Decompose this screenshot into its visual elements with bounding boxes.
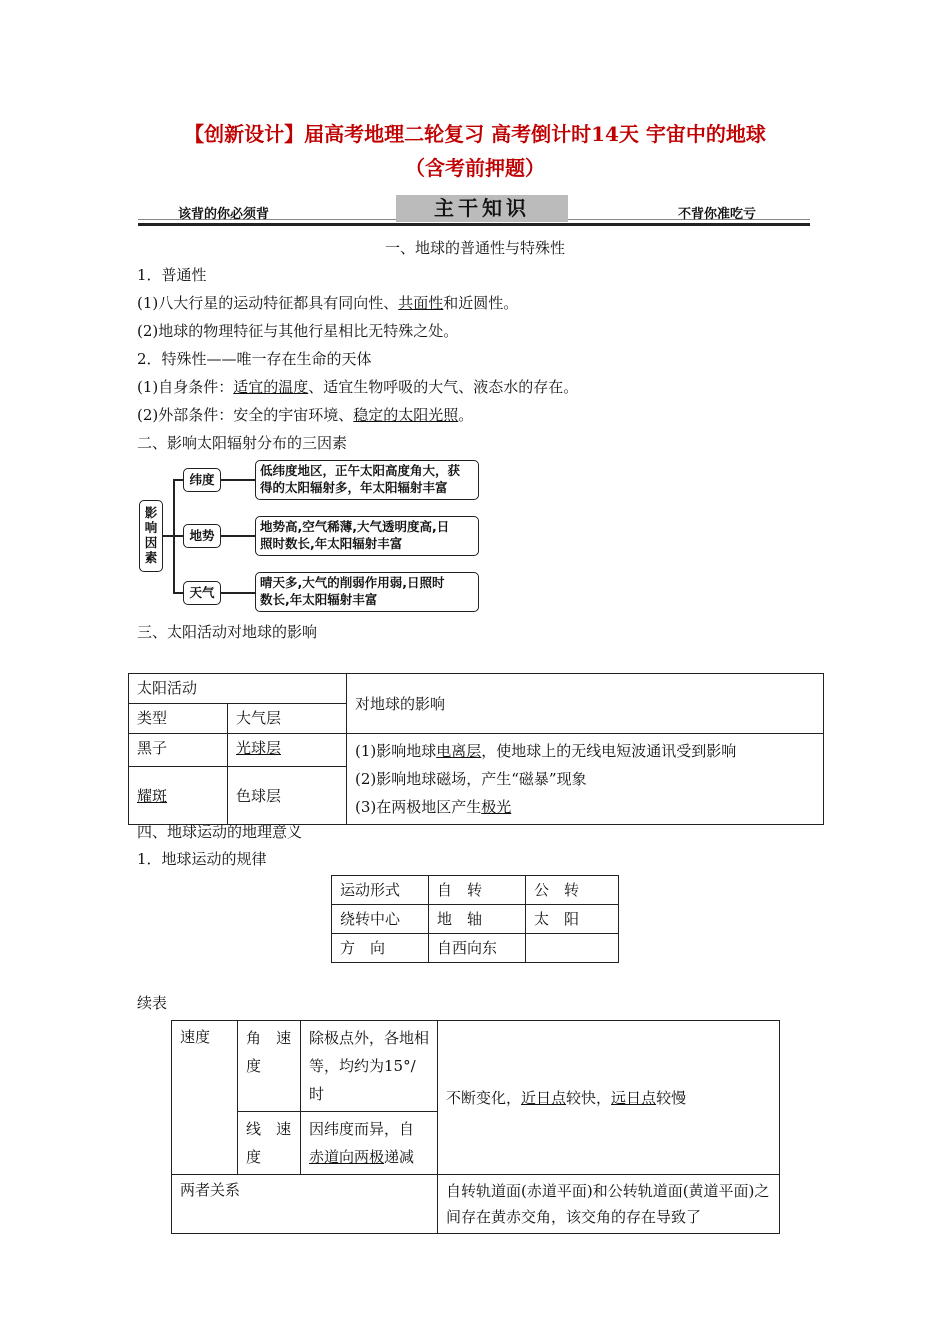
diagram-factor-latitude: 纬度 [183,468,221,492]
section1-para4: (2)外部条件：安全的宇宙环境、稳定的太阳光照。 [137,406,474,424]
cell-speed: 速度 [172,1021,238,1175]
diagram-root-label: 影 响 因 素 [144,505,158,565]
table-cell-impacts: (1)影响地球电离层，使地球上的无线电短波通讯受到影响 (2)影响地球磁场，产生“磁暴”现象 (3)在两极地区产生极光 [347,734,824,825]
document-title: 【创新设计】届高考地理二轮复习 高考倒计时14天 宇宙中的地球 [184,122,766,146]
section1-para3: (1)自身条件：适宜的温度、适宜生物呼吸的大气、液态水的存在。 [137,378,579,396]
table-header-activity: 太阳活动 [129,674,347,704]
motion-cell: 地 轴 [429,905,526,934]
table-cell-sunspot: 黑子 [129,734,228,767]
diagram-factor-terrain: 地势 [183,524,221,548]
motion-cell: 方 向 [332,934,429,963]
table-cell-flare: 耀斑 [129,767,228,825]
motion-cell: 自西向东 [429,934,526,963]
factor-diagram [137,460,477,610]
section4-sub1: 1．地球运动的规律 [137,850,267,868]
section1-heading: 一、地球的普通性与特殊性 [384,239,565,257]
table-cell-photosphere: 光球层 [228,734,347,767]
section4-heading: 四、地球运动的地理意义 [137,823,303,841]
section1-sub1: 1．普通性 [137,266,207,284]
diagram-root-box [139,500,163,572]
table-header-impact: 对地球的影响 [347,674,824,734]
section1-para1: (1)八大行星的运动特征都具有同向性、共面性和近圆性。 [137,294,519,312]
motion-cell: 绕转中心 [332,905,429,934]
motion-cell [526,934,619,963]
banner-center-text: 主干知识 [396,195,568,222]
section1-sub2: 2．特殊性——唯一存在生命的天体 [137,350,372,368]
section-banner [138,195,810,229]
motion-cell: 运动形式 [332,876,429,905]
cell-linear-speed: 线 速 度 [238,1112,301,1175]
diagram-desc-weather: 晴天多,大气的削弱作用弱,日照时 数长,年太阳辐射丰富 [255,572,479,612]
earth-motion-table [331,875,619,963]
table-cell-chromosphere: 色球层 [228,767,347,825]
cell-linear-desc: 因纬度而异，自赤道向两极递减 [301,1112,438,1175]
cell-angular-speed: 角 速 度 [238,1021,301,1112]
motion-cell: 自 转 [429,876,526,905]
solar-activity-table [128,673,824,825]
banner-left-text: 该背的你必须背 [178,207,270,222]
earth-motion-table-continued [171,1020,780,1234]
motion-cell: 公 转 [526,876,619,905]
section3-heading: 三、太阳活动对地球的影响 [137,623,318,641]
banner-right-text: 不背你准吃亏 [678,207,757,222]
cell-revolution-speed: 不断变化，近日点较快，远日点较慢 [438,1021,780,1175]
motion-cell: 太 阳 [526,905,619,934]
continued-label: 续表 [137,994,168,1012]
table-header-layer: 大气层 [228,704,347,734]
diagram-desc-latitude: 低纬度地区，正午太阳高度角大，获 得的太阳辐射多，年太阳辐射丰富 [255,460,479,500]
diagram-factor-weather: 天气 [183,581,221,605]
table-header-type: 类型 [129,704,228,734]
cell-angular-desc: 除极点外，各地相等，均约为15°/时 [301,1021,438,1112]
section1-para2: (2)地球的物理特征与其他行星相比无特殊之处。 [137,322,459,340]
document-subtitle: （含考前押题） [405,156,545,180]
diagram-desc-terrain: 地势高,空气稀薄,大气透明度高,日 照时数长,年太阳辐射丰富 [255,516,479,556]
cell-relation: 两者关系 [172,1175,438,1234]
cell-relation-desc: 自转轨道面(赤道平面)和公转轨道面(黄道平面)之间存在黄赤交角，该交角的存在导致了 [438,1175,780,1234]
section2-heading: 二、影响太阳辐射分布的三因素 [137,434,348,452]
